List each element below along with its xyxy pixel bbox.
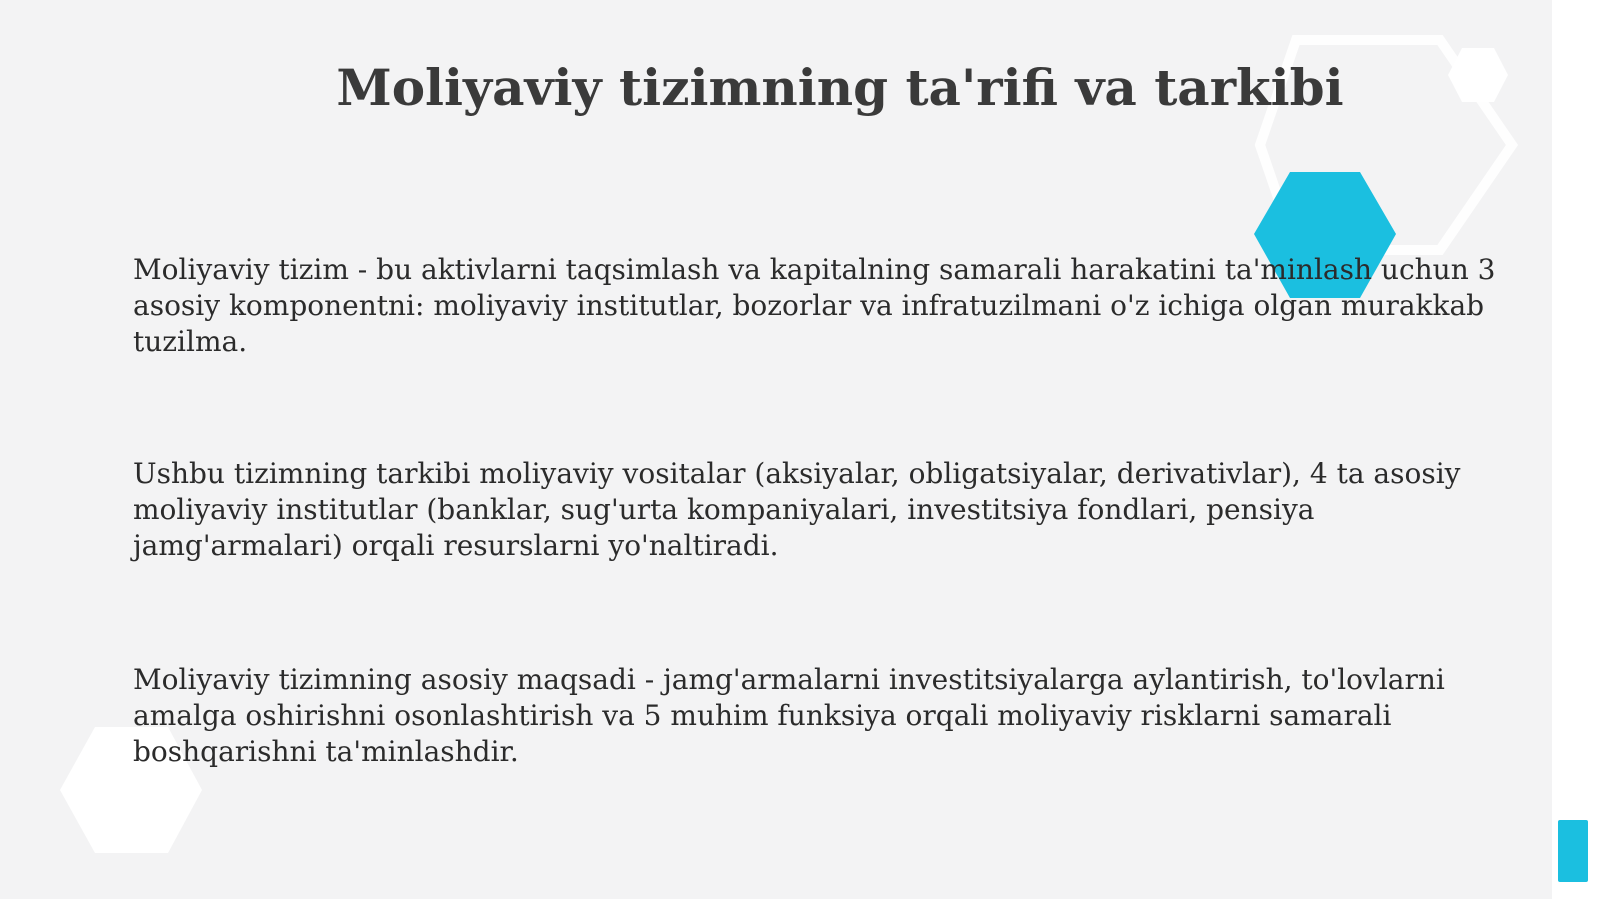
scrollbar-thumb[interactable]: [1558, 820, 1588, 882]
slide-title: Moliyaviy tizimning ta'rifi va tarkibi: [336, 58, 1344, 117]
paragraph-definition: Moliyaviy tizim - bu aktivlarni taqsimlash va kapitalning samarali harakatini ta'minlash uchun 3 asosiy komponentni: moliyaviy institutlar, bozorlar va infratuzilmani o'z ichiga olgan murakkab tuzilma.: [133, 253, 1496, 358]
scrollbar-track[interactable]: [1552, 0, 1600, 899]
paragraph-structure: Ushbu tizimning tarkibi moliyaviy vositalar (aksiyalar, obligatsiyalar, derivativlar), 4 ta asosiy moliyaviy institutlar (banklar, sug'urta kompaniyalari, investitsiya fondlari, pensiya jamg'armalari) orqali resurslarni yo'naltiradi.: [133, 457, 1461, 562]
paragraph-purpose: Moliyaviy tizimning asosiy maqsadi - jamg'armalarni investitsiyalarga aylantirish, to'lovlarni amalga oshirishni osonlashtirish va 5 muhim funksiya orqali moliyaviy risklarni samarali boshqarishni ta'minlashdir.: [133, 663, 1445, 768]
